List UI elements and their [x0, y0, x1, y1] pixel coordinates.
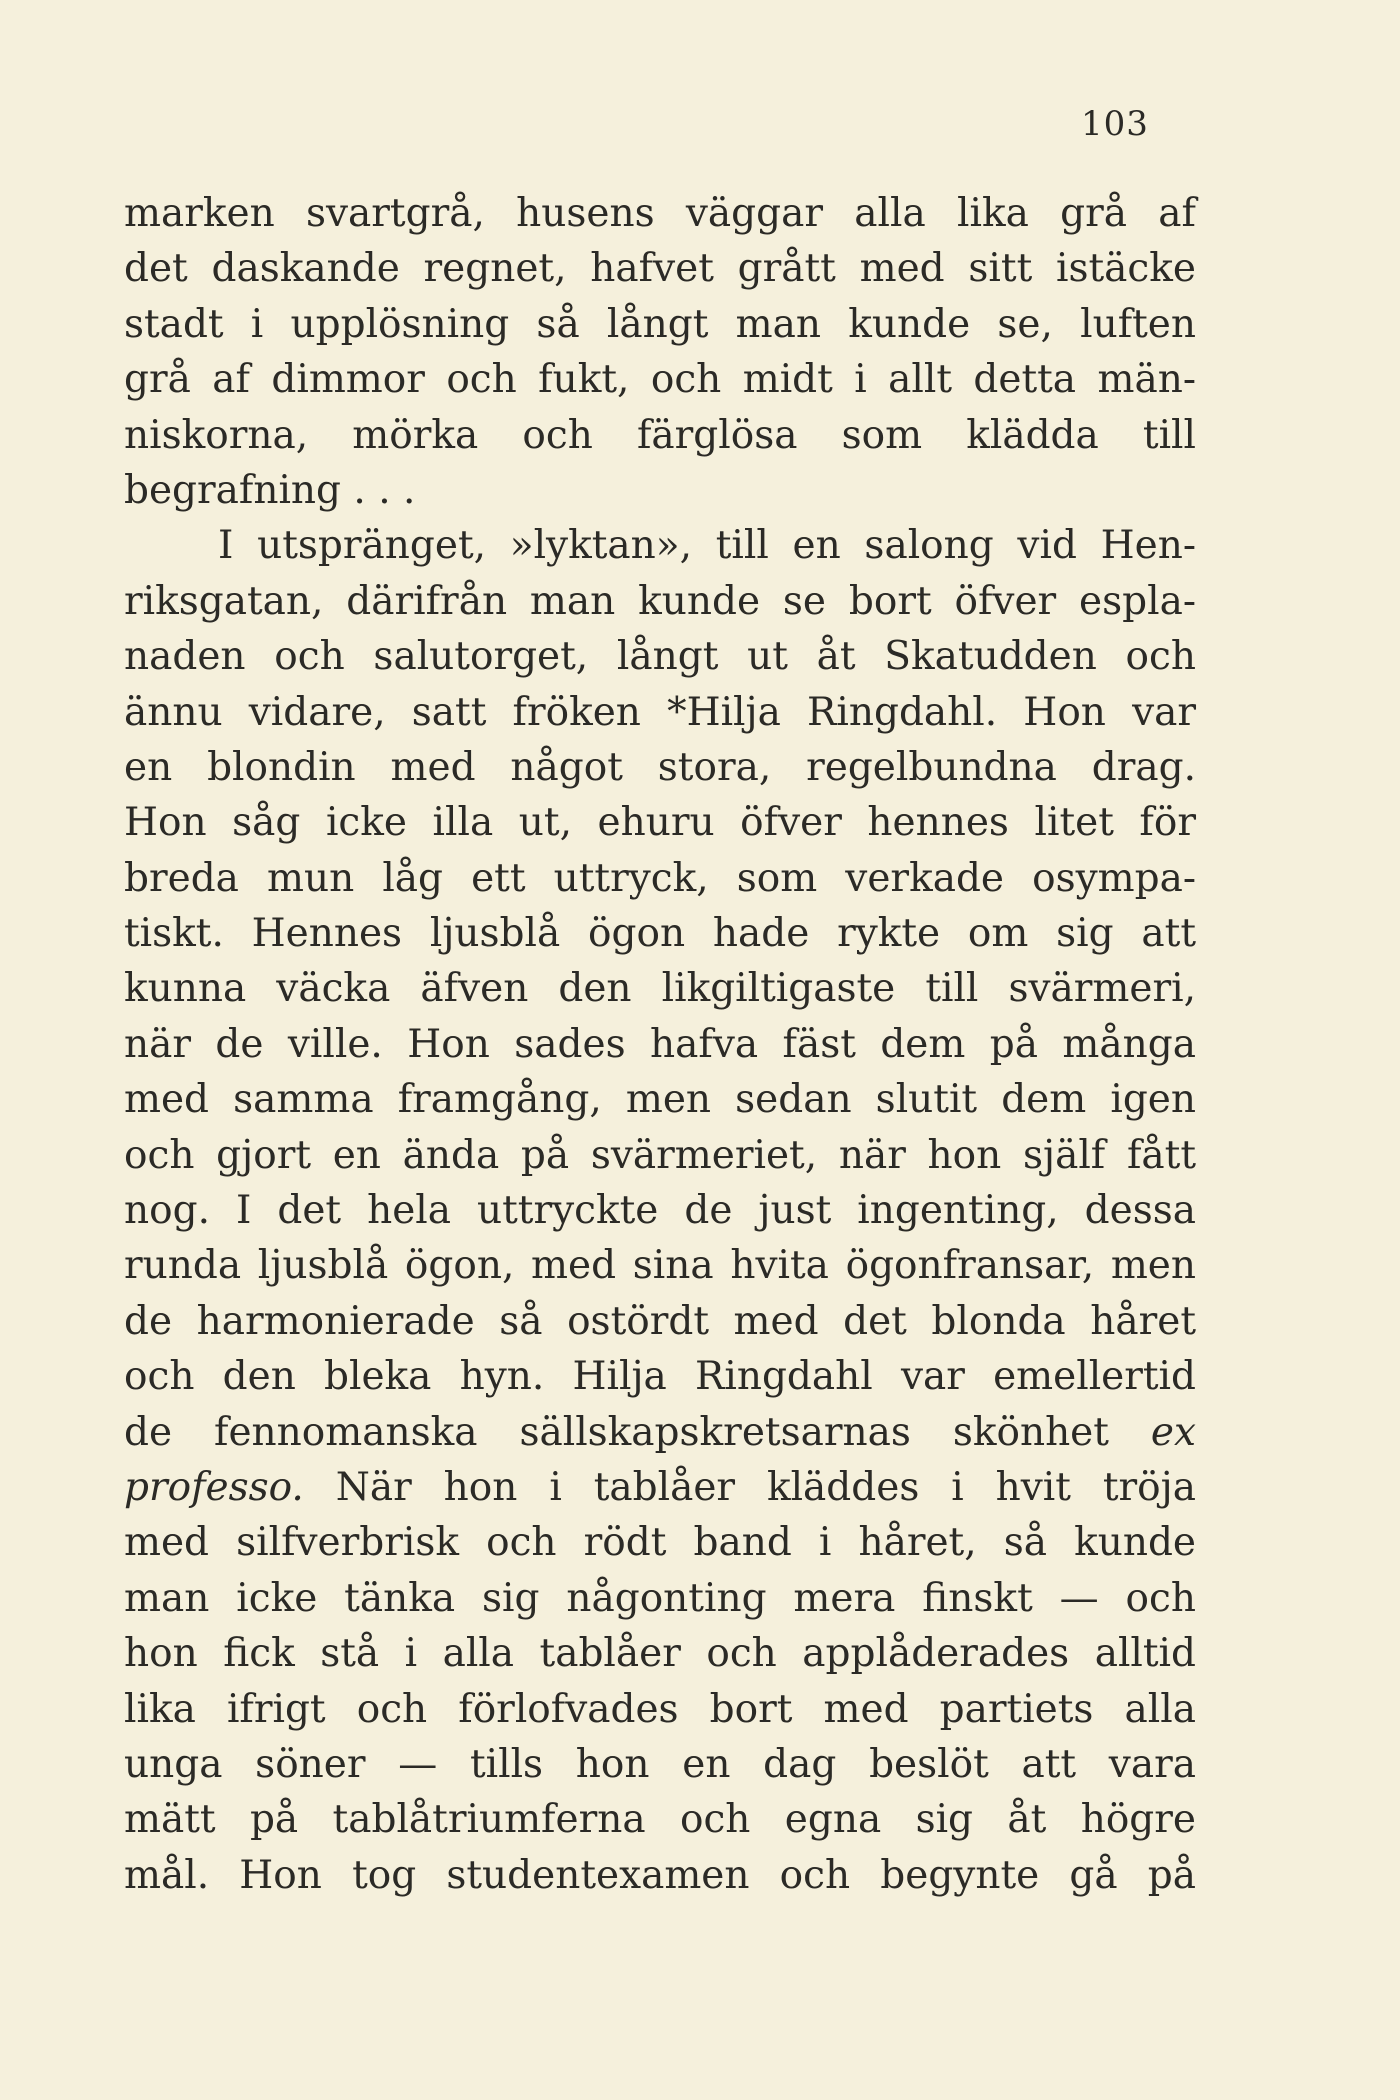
- line-text: hon fick stå i alla tablåer och applåderades alltid: [124, 1631, 1196, 1677]
- line-text: stadt i upplösning så långt man kunde se, luften: [124, 301, 1196, 347]
- line-text: när de ville. Hon sades hafva fäst dem på många: [124, 1021, 1196, 1067]
- text-line: [124, 1737, 1196, 1792]
- line-text: När hon i tablåer kläddes i hvit tröja: [335, 1464, 1196, 1510]
- line-text: grå af dimmor och fukt, och midt i allt detta män-: [124, 357, 1196, 403]
- line-text: I utspränget, »lyktan», till en salong vid Hen-: [218, 523, 1196, 569]
- page-number: 103: [1081, 104, 1149, 144]
- text-line: [124, 795, 1196, 850]
- line-text: med silfverbrisk och rödt band i håret, så kunde: [124, 1520, 1196, 1566]
- text-line: [124, 851, 1196, 906]
- line-text: unga söner — tills hon en dag beslöt att vara: [124, 1741, 1196, 1787]
- line-text: mål. Hon tog studentexamen och begynte gå på: [124, 1852, 1196, 1898]
- line-text: runda ljusblå ögon, med sina hvita ögonfransar, men: [124, 1243, 1196, 1289]
- text-line: [124, 1238, 1196, 1293]
- line-text: naden och salutorget, långt ut åt Skatudden och: [124, 634, 1196, 680]
- text-line: [124, 1072, 1196, 1127]
- text-line: [124, 241, 1196, 296]
- text-line: [124, 1792, 1196, 1847]
- text-line: [124, 906, 1196, 961]
- line-text: och den bleka hyn. Hilja Ringdahl var emellertid: [124, 1354, 1196, 1400]
- line-text: de fennomanska sällskapskretsarnas skönhet: [124, 1409, 1109, 1455]
- text-line: [124, 1682, 1196, 1737]
- text-line: [124, 740, 1196, 795]
- line-text: ännu vidare, satt fröken *Hilja Ringdahl. Hon var: [124, 689, 1196, 735]
- line-text: och gjort en ända på svärmeriet, när hon själf fått: [124, 1132, 1196, 1178]
- line-text: riksgatan, därifrån man kunde se bort öfver espla-: [124, 578, 1196, 624]
- italic-text: professo.: [124, 1464, 304, 1510]
- line-text: man icke tänka sig någonting mera finskt — och: [124, 1575, 1196, 1621]
- text-line: [124, 1571, 1196, 1626]
- line-text: begrafning . . .: [124, 467, 416, 513]
- text-line: [124, 1626, 1196, 1681]
- line-text: de harmonierade så ostördt med det blonda håret: [124, 1298, 1196, 1344]
- line-text: det daskande regnet, hafvet grått med sitt istäcke: [124, 246, 1196, 292]
- line-text: nog. I det hela uttryckte de just ingenting, dessa: [124, 1188, 1196, 1234]
- text-line: [124, 1294, 1196, 1349]
- text-line: [124, 463, 1196, 518]
- line-text: marken svartgrå, husens väggar alla lika grå af: [124, 191, 1196, 236]
- body-text: [124, 186, 1196, 1903]
- text-line: [124, 629, 1196, 684]
- text-line: [124, 186, 1196, 241]
- text-line: [124, 1460, 1196, 1515]
- text-line: [124, 1405, 1196, 1460]
- text-line: [124, 1128, 1196, 1183]
- text-line: [124, 961, 1196, 1016]
- line-text: lika ifrigt och förlofvades bort med partiets alla: [124, 1686, 1196, 1732]
- line-text: med samma framgång, men sedan slutit dem igen: [124, 1077, 1196, 1123]
- text-line: [124, 352, 1196, 407]
- text-line: [124, 1017, 1196, 1072]
- line-text: kunna väcka äfven den likgiltigaste till svärmeri,: [124, 966, 1196, 1012]
- line-text: en blondin med något stora, regelbundna drag.: [124, 744, 1196, 790]
- italic-text: ex: [1150, 1409, 1196, 1455]
- text-line: [124, 518, 1196, 573]
- text-line: [124, 1515, 1196, 1570]
- text-line: [124, 297, 1196, 352]
- line-text: niskorna, mörka och färglösa som klädda till: [124, 412, 1196, 458]
- text-line: [124, 1848, 1196, 1903]
- text-line: [124, 1183, 1196, 1238]
- line-text: breda mun låg ett uttryck, som verkade osympa-: [124, 855, 1196, 901]
- text-line: [124, 685, 1196, 740]
- line-text: Hon såg icke illa ut, ehuru öfver hennes litet för: [124, 800, 1196, 846]
- text-line: [124, 574, 1196, 629]
- text-line: [124, 408, 1196, 463]
- line-text: mätt på tablåtriumferna och egna sig åt högre: [124, 1797, 1196, 1843]
- line-text: tiskt. Hennes ljusblå ögon hade rykte om sig att: [124, 911, 1196, 957]
- text-line: [124, 1349, 1196, 1404]
